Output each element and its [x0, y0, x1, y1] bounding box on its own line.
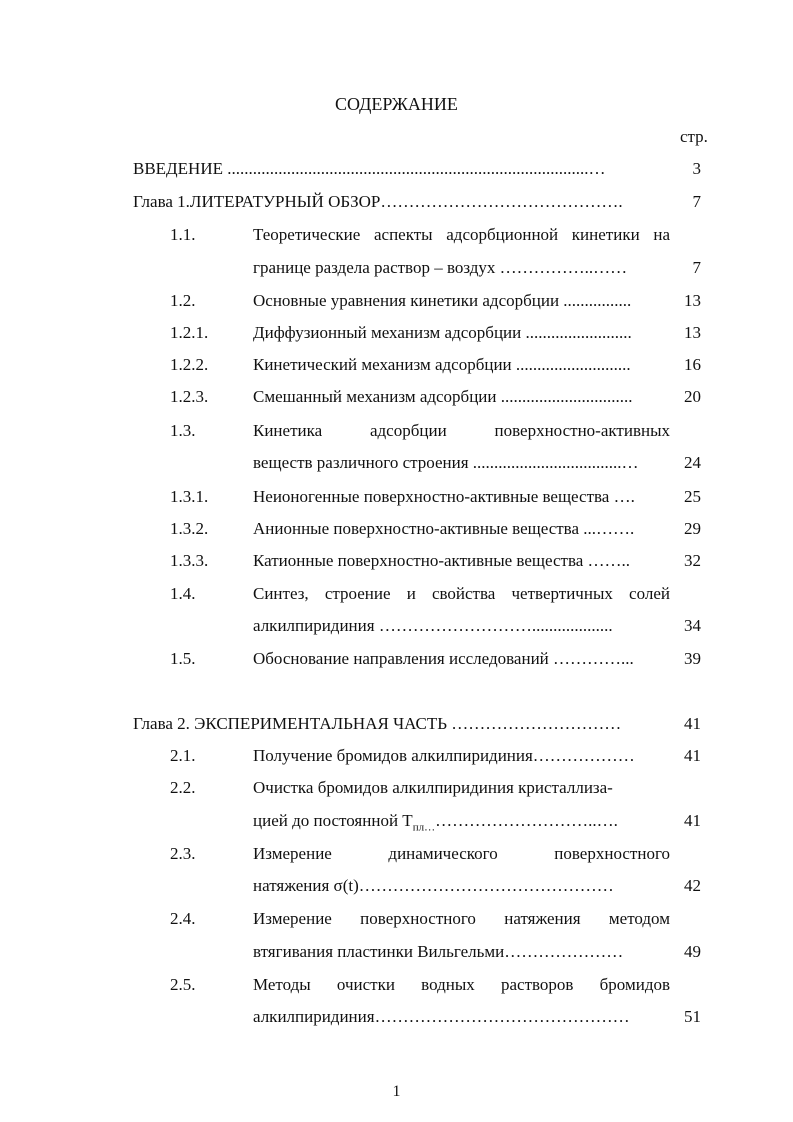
toc-entry-2-4-line2: втягивания пластинки Вильгельми…………………: [253, 942, 624, 961]
toc-page-1-5: 39: [684, 649, 701, 668]
toc-entry-chapter-1: Глава 1.ЛИТЕРАТУРНЫЙ ОБЗОР…………………………………….: [133, 192, 623, 211]
toc-page-1-3-1: 25: [684, 487, 701, 506]
toc-num-1-2-3: 1.2.3.: [170, 387, 209, 406]
toc-num-2-5: 2.5.: [170, 975, 196, 994]
toc-entry-2-3-line2: натяжения σ(t)………………………………………: [253, 876, 614, 895]
toc-page-2-5: 51: [684, 1007, 701, 1026]
toc-page-1-3-2: 29: [684, 519, 701, 538]
toc-page-2-3: 42: [684, 876, 701, 895]
toc-entry-2-2-line1: Очистка бромидов алкилпиридиния кристаллиза-: [253, 778, 613, 797]
toc-entry-2-2-subscript: пл…: [412, 821, 436, 834]
toc-entry-1-3-line1: Кинетика адсорбции поверхностно-активных: [253, 421, 670, 440]
toc-entry-1-3-2: Анионные поверхностно-активные вещества ...…….: [253, 519, 635, 538]
toc-num-1-2: 1.2.: [170, 291, 196, 310]
toc-entry-2-2-line2: [253, 810, 618, 838]
toc-entry-1-3-3: Катионные поверхностно-активные вещества ……..: [253, 551, 631, 570]
toc-num-1-1: 1.1.: [170, 225, 196, 244]
toc-num-1-2-2: 1.2.2.: [170, 355, 209, 374]
toc-num-1-3: 1.3.: [170, 421, 196, 440]
toc-page-2-4: 49: [684, 942, 701, 961]
toc-entry-1-2-3: Смешанный механизм адсорбции ...............................: [253, 387, 633, 406]
toc-entry-1-5: Обоснование направления исследований …………...: [253, 649, 634, 668]
toc-entry-1-2: Основные уравнения кинетики адсорбции ................: [253, 291, 632, 310]
toc-num-1-3-1: 1.3.1.: [170, 487, 209, 506]
toc-page-1-3-3: 32: [684, 551, 701, 570]
toc-num-1-5: 1.5.: [170, 649, 196, 668]
toc-entry-1-4-line2: алкилпиридиния ………………………...................: [253, 616, 613, 635]
toc-entry-2-5-line1: Методы очистки водных растворов бромидов: [253, 975, 670, 994]
toc-entry-2-4-line1: Измерение поверхностного натяжения методом: [253, 909, 670, 928]
toc-num-2-3: 2.3.: [170, 844, 196, 863]
toc-entry-2-3-line1: Измерение динамического поверхностного: [253, 844, 670, 863]
toc-page-1-1: 7: [692, 258, 701, 277]
toc-page-1-4: 34: [684, 616, 701, 635]
toc-entry-1-1-line2: границе раздела раствор – воздух ……………..……: [253, 258, 628, 277]
toc-num-1-4: 1.4.: [170, 584, 196, 603]
toc-entry-1-4-line1: Синтез, строение и свойства четвертичных солей: [253, 584, 670, 603]
toc-page-intro: 3: [692, 159, 701, 178]
toc-entry-2-2-leader: ………………………..….: [435, 811, 618, 830]
toc-entry-1-3-1: Неионогенные поверхностно-активные вещества ….: [253, 487, 635, 506]
toc-num-1-3-2: 1.3.2.: [170, 519, 209, 538]
toc-num-1-3-3: 1.3.3.: [170, 551, 209, 570]
toc-entry-1-2-2: Кинетический механизм адсорбции ...........................: [253, 355, 631, 374]
page-number: 1: [392, 1083, 401, 1100]
toc-page-chapter-2: 41: [684, 714, 701, 733]
toc-page-1-3: 24: [684, 453, 701, 472]
toc-page-1-2-1: 13: [684, 323, 701, 342]
toc-num-2-2: 2.2.: [170, 778, 196, 797]
toc-page-1-2: 13: [684, 291, 701, 310]
toc-page-2-1: 41: [684, 746, 701, 765]
toc-page-1-2-2: 16: [684, 355, 701, 374]
toc-entry-intro: ВВЕДЕНИЕ .....................................................................................…: [133, 159, 606, 178]
toc-num-2-4: 2.4.: [170, 909, 196, 928]
toc-entry-1-2-1: Диффузионный механизм адсорбции .........................: [253, 323, 632, 342]
toc-num-1-2-1: 1.2.1.: [170, 323, 209, 342]
page-column-label: стр.: [680, 127, 708, 146]
toc-page-chapter-1: 7: [692, 192, 701, 211]
toc-entry-2-2-line2-text: цией до постоянной Т: [253, 811, 413, 830]
toc-entry-1-1-line1: Теоретические аспекты адсорбционной кинетики на: [253, 225, 670, 244]
toc-title: СОДЕРЖАНИЕ: [335, 94, 458, 114]
toc-entry-2-5-line2: алкилпиридиния………………………………………: [253, 1007, 630, 1026]
toc-entry-chapter-2: Глава 2. ЭКСПЕРИМЕНТАЛЬНАЯ ЧАСТЬ …………………………: [133, 714, 622, 733]
toc-num-2-1: 2.1.: [170, 746, 196, 765]
toc-entry-1-3-line2: веществ различного строения ...................................…: [253, 453, 639, 472]
toc-page-1-2-3: 20: [684, 387, 701, 406]
toc-page-2-2: 41: [684, 811, 701, 830]
toc-entry-2-1: Получение бромидов алкилпиридиния………………: [253, 746, 635, 765]
